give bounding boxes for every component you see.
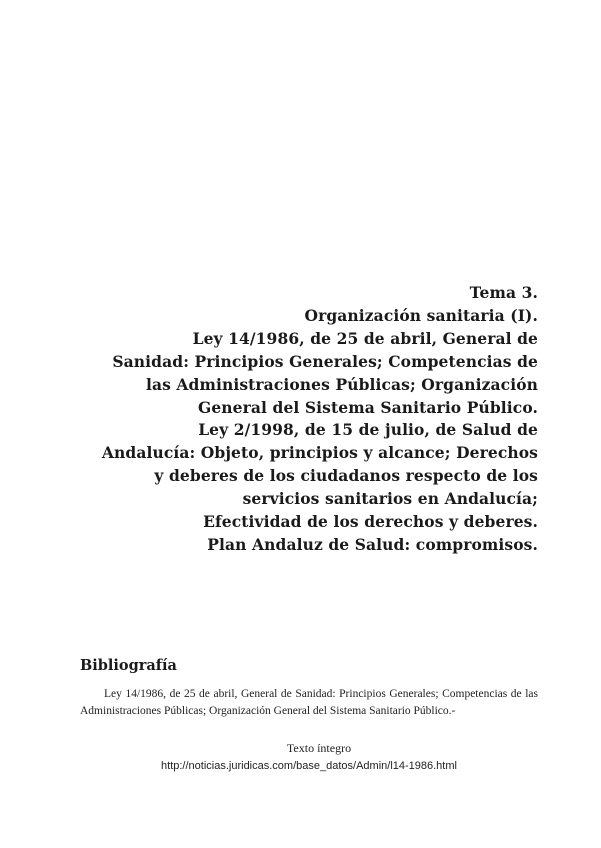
title-line: y deberes de los ciudadanos respecto de los xyxy=(154,466,538,486)
title-line: las Administraciones Públicas; Organización xyxy=(145,374,538,394)
title-line: Ley 2/1998, de 15 de julio, de Salud de xyxy=(198,420,538,440)
full-text-url[interactable]: http://noticias.juridicas.com/base_datos/Admin/l14-1986.html xyxy=(161,760,457,772)
bibliography-heading: Bibliografía xyxy=(80,657,177,674)
title-line: Sanidad: Principios Generales; Competencias de xyxy=(112,351,538,371)
title-line: General del Sistema Sanitario Público. xyxy=(197,397,538,417)
bibliography-reference: Ley 14/1986, de 25 de abril, General de Sanidad: Principios Generales; Competencias de las Administraciones Públicas; Organización General del Sistema Sanitario Público.- xyxy=(80,688,538,717)
title-line: Andalucía: Objeto, principios y alcance; Derechos xyxy=(101,443,538,463)
title-line: Organización sanitaria (I). xyxy=(304,305,538,325)
title-line: Efectividad de los derechos y deberes. xyxy=(203,512,538,532)
title-line: Plan Andaluz de Salud: compromisos. xyxy=(207,534,538,554)
title-line: servicios sanitarios en Andalucía; xyxy=(242,489,538,509)
topic-title xyxy=(60,282,538,557)
title-line: Tema 3. xyxy=(469,283,538,302)
full-text-label: Texto íntegro xyxy=(286,741,352,755)
title-line: Ley 14/1986, de 25 de abril, General de xyxy=(192,328,538,348)
